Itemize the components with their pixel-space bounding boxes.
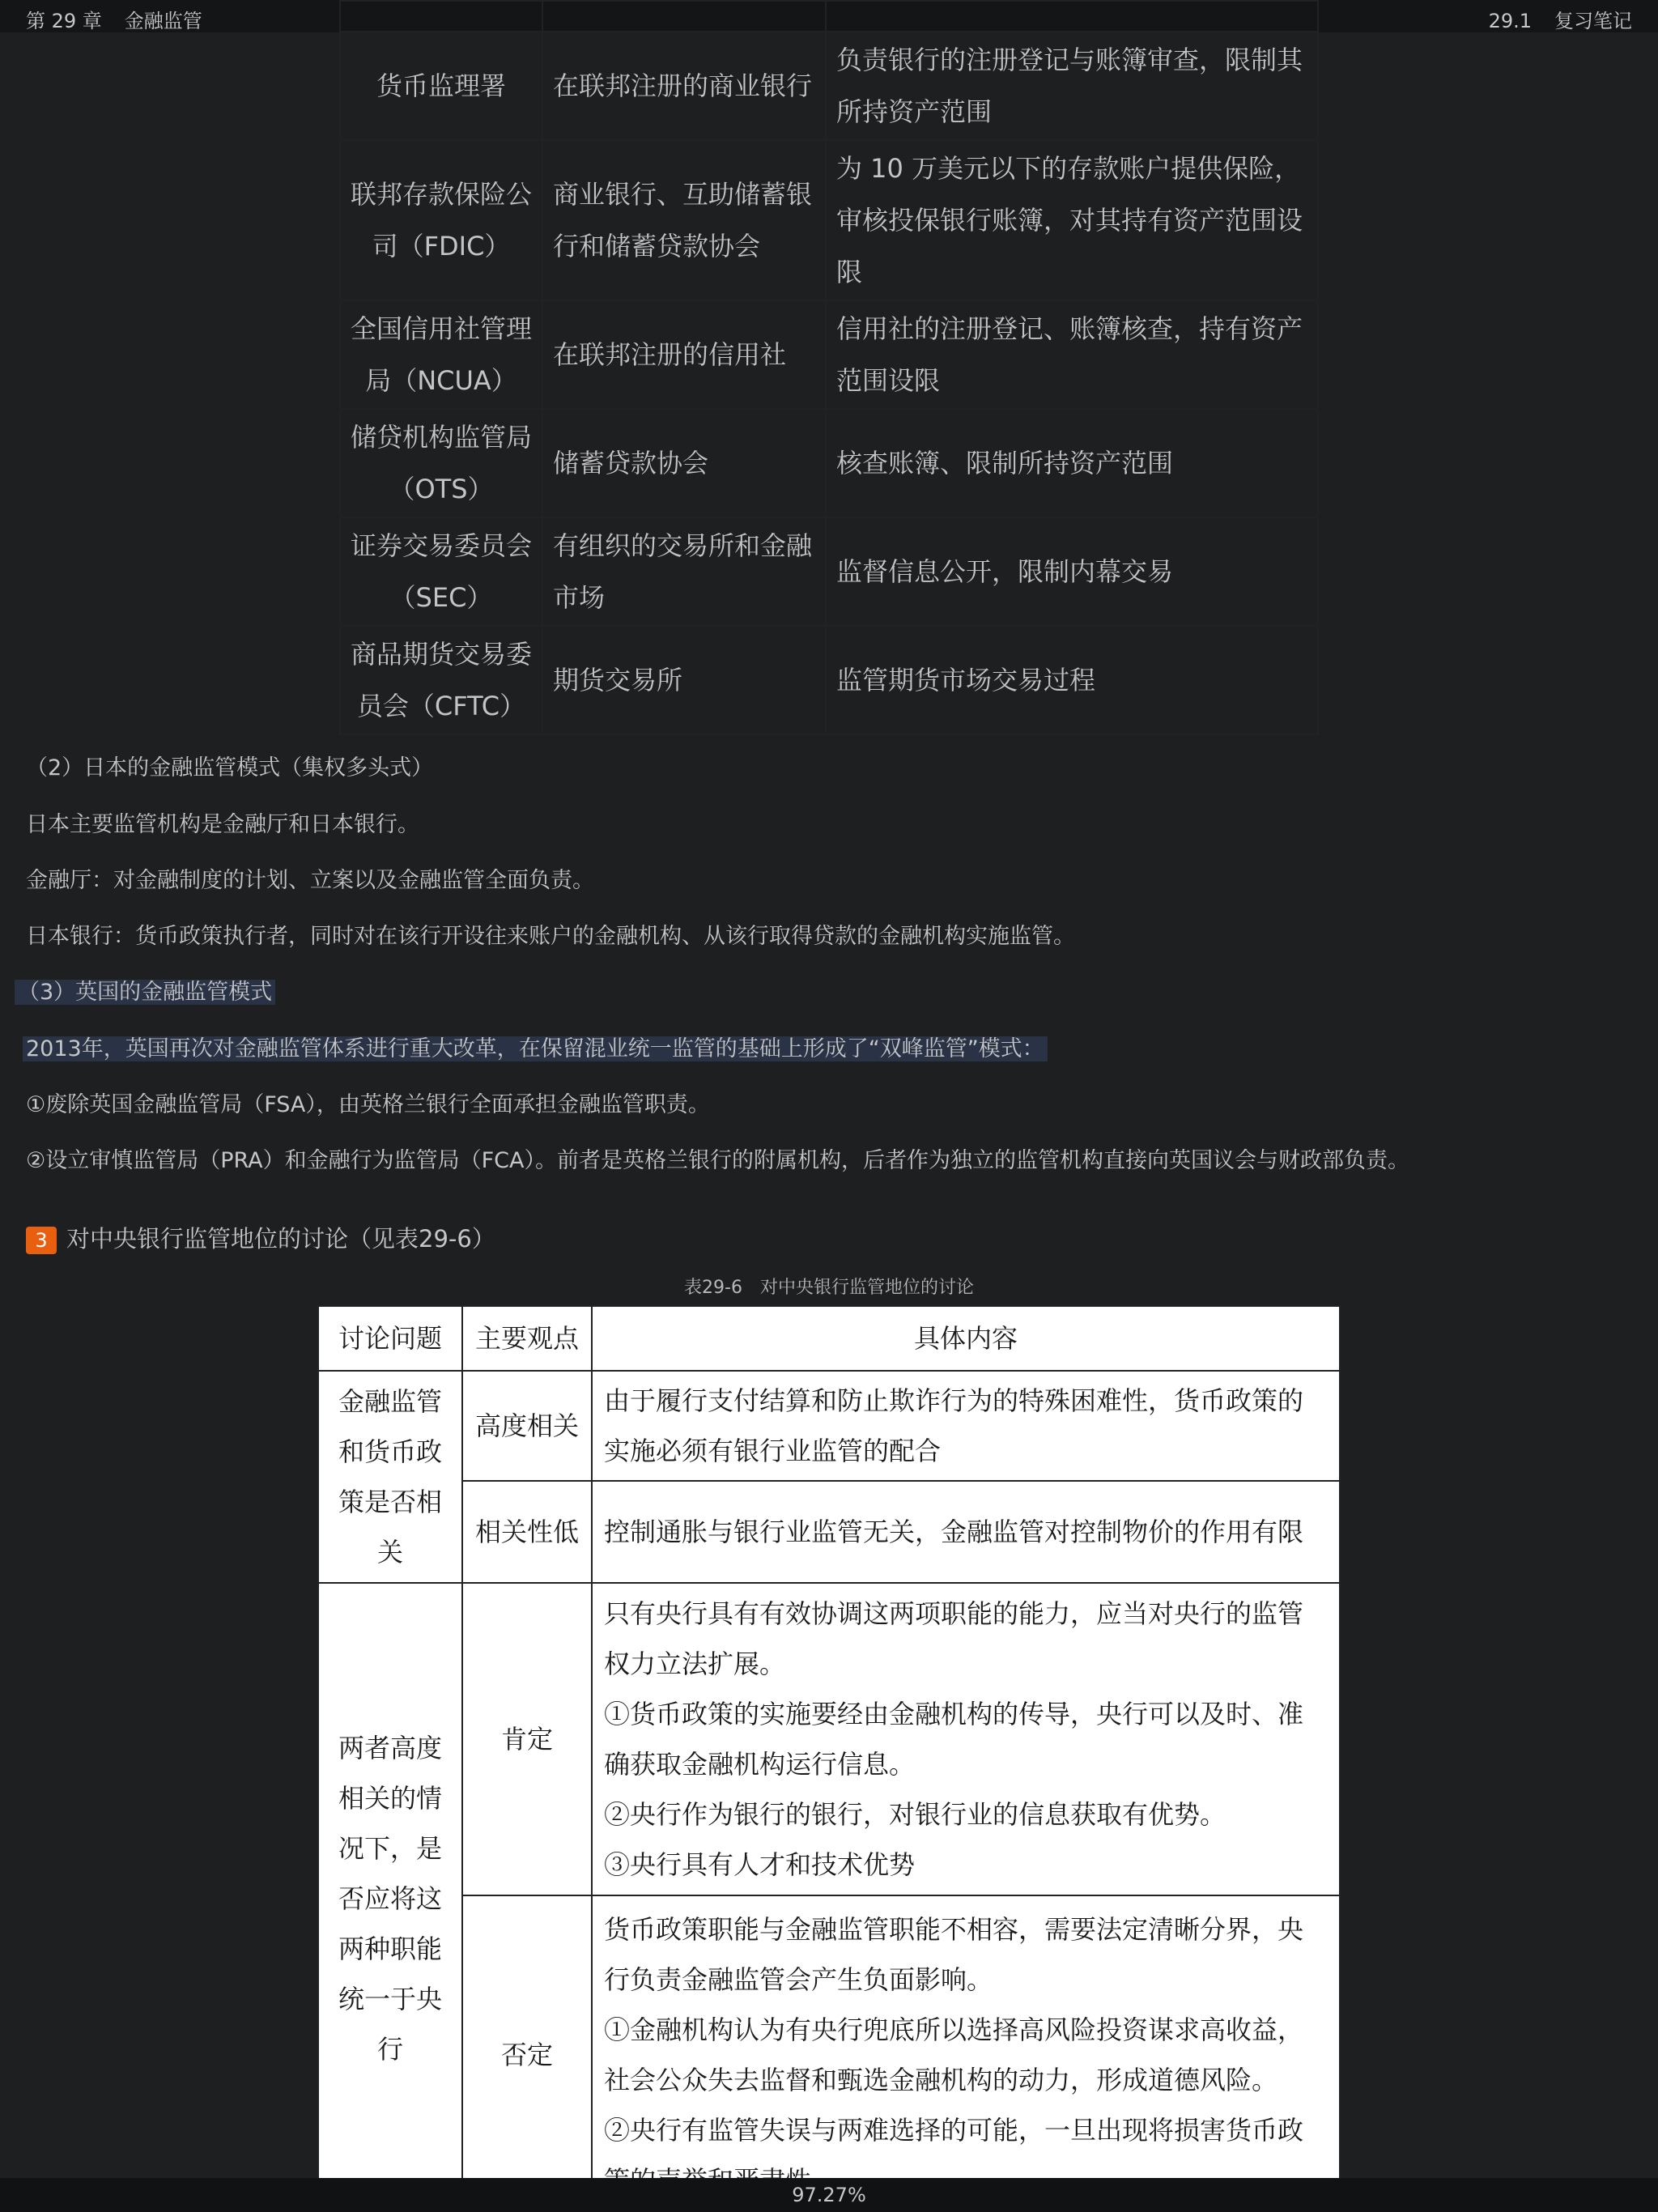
scope-cell: 有组织的交易所和金融市场 [542, 517, 826, 626]
table-row [318, 1481, 1340, 1583]
highlighted-text: （3）英国的金融监管模式 [15, 980, 275, 1005]
section-3-title: 对中央银行监管地位的讨论（见表29-6） [66, 1225, 495, 1253]
table-row [340, 32, 1318, 140]
scope-cell: 储蓄贷款协会 [542, 409, 826, 517]
view-cell: 肯定 [462, 1583, 592, 1895]
duty-cell: 信用社的注册登记、账簿核查，持有资产范围设限 [826, 300, 1318, 409]
paragraph: 日本银行：货币政策执行者，同时对在该行开设往来账户的金融机构、从该行取得贷款的金融机构实施监管。 [26, 924, 1075, 949]
content-line: ③央行具有人才和技术优势 [604, 1849, 916, 1880]
section-number-badge: 3 [26, 1227, 57, 1254]
content-cell [592, 1895, 1340, 2212]
agency-cell: 货币监理署 [340, 32, 542, 140]
section-title: 复习笔记 [1554, 10, 1632, 32]
topic-cell: 两者高度相关的情况下，是否应将这两种职能统一于央行 [318, 1583, 462, 2212]
content-cell: 由于履行支付结算和防止欺诈行为的特殊困难性，货币政策的实施必须有银行业监管的配合 [592, 1371, 1340, 1481]
content-line: ②央行有监管失误与两难选择的可能，一旦出现将损害货币政 [604, 2115, 1304, 2146]
us-agency-table [339, 0, 1319, 735]
duty-cell: 为 10 万美元以下的存款账户提供保险，审核投保银行账簿，对其持有资产范围设限 [826, 140, 1318, 300]
table-caption: 表29-6 对中央银行监管地位的讨论 [684, 1278, 974, 1298]
column-header: 具体内容 [592, 1306, 1340, 1371]
paragraph: 金融厅：对金融制度的计划、立案以及金融监管全面负责。 [26, 868, 594, 893]
highlighted-text: 2013年，英国再次对金融监管体系进行重大改革，在保留混业统一监管的基础上形成了“双峰监管”模式： [23, 1036, 1048, 1061]
duty-cell: 核查账簿、限制所持资产范围 [826, 409, 1318, 517]
discussion-table [317, 1305, 1341, 2212]
view-cell: 高度相关 [462, 1371, 592, 1481]
table-row [340, 517, 1318, 626]
duty-cell: 负责银行的注册登记与账簿审查，限制其所持资产范围 [826, 32, 1318, 140]
progress-percentage: 97.27% [792, 2184, 866, 2206]
paragraph: ①废除英国金融监管局（FSA），由英格兰银行全面承担金融监管职责。 [26, 1092, 710, 1117]
duty-cell: 监管期货市场交易过程 [826, 626, 1318, 734]
content-line: ①金融机构认为有央行兜底所以选择高风险投资谋求高收益，社会公众失去监督和甄选金融机构的动力，形成道德风险。 [604, 2014, 1304, 2095]
topic-cell: 金融监管和货币政策是否相关 [318, 1371, 462, 1583]
table-row [340, 409, 1318, 517]
table-row [318, 1583, 1340, 1895]
agency-cell: 联邦存款保险公司（FDIC） [340, 140, 542, 300]
content-cell [592, 1583, 1340, 1895]
uk-heading [15, 974, 275, 1006]
paragraph: 日本主要监管机构是金融厅和日本银行。 [26, 812, 419, 837]
scope-cell: 商业银行、互助储蓄银行和储蓄贷款协会 [542, 140, 826, 300]
duty-cell: 监督信息公开，限制内幕交易 [826, 517, 1318, 626]
view-cell: 否定 [462, 1895, 592, 2212]
table-row-cut-off [340, 1, 1318, 32]
chapter-number: 第 29 章 [26, 10, 102, 32]
agency-cell: 全国信用社管理局（NCUA） [340, 300, 542, 409]
table-row [318, 1895, 1340, 2212]
reading-progress-bar [0, 2178, 1658, 2212]
table-row [318, 1371, 1340, 1481]
table-row [340, 300, 1318, 409]
chapter-title: 金融监管 [124, 10, 202, 32]
scope-cell: 期货交易所 [542, 626, 826, 734]
uk-paragraph-1 [23, 1031, 1048, 1062]
section-label [1466, 5, 1632, 33]
table-header-row [318, 1306, 1340, 1371]
agency-cell: 商品期货交易委员会（CFTC） [340, 626, 542, 734]
agency-cell: 证券交易委员会（SEC） [340, 517, 542, 626]
paragraph: ②设立审慎监管局（PRA）和金融行为监管局（FCA）。前者是英格兰银行的附属机构，后者作为独立的监管机构直接向英国议会与财政部负责。 [26, 1148, 1409, 1173]
content-cell: 控制通胀与银行业监管无关，金融监管对控制物价的作用有限 [592, 1481, 1340, 1583]
japan-heading: （2）日本的金融监管模式（集权多头式） [26, 755, 434, 781]
section-number: 29.1 [1488, 10, 1532, 32]
table-row [340, 626, 1318, 734]
content-line: ②央行作为银行的银行，对银行业的信息获取有优势。 [604, 1799, 1226, 1830]
table-row [340, 140, 1318, 300]
scope-cell: 在联邦注册的商业银行 [542, 32, 826, 140]
agency-cell: 储贷机构监管局（OTS） [340, 409, 542, 517]
content-line: ①货币政策的实施要经由金融机构的传导，央行可以及时、准确获取金融机构运行信息。 [604, 1699, 1304, 1780]
chapter-label [26, 5, 225, 33]
view-cell: 相关性低 [462, 1481, 592, 1583]
section-3-heading [26, 1221, 495, 1254]
scope-cell: 在联邦注册的信用社 [542, 300, 826, 409]
content-line: 货币政策职能与金融监管职能不相容，需要法定清晰分界，央行负责金融监管会产生负面影响。 [604, 1914, 1304, 1995]
column-header: 主要观点 [462, 1306, 592, 1371]
column-header: 讨论问题 [318, 1306, 462, 1371]
content-line: 只有央行具有有效协调这两项职能的能力，应当对央行的监管权力立法扩展。 [604, 1598, 1304, 1679]
